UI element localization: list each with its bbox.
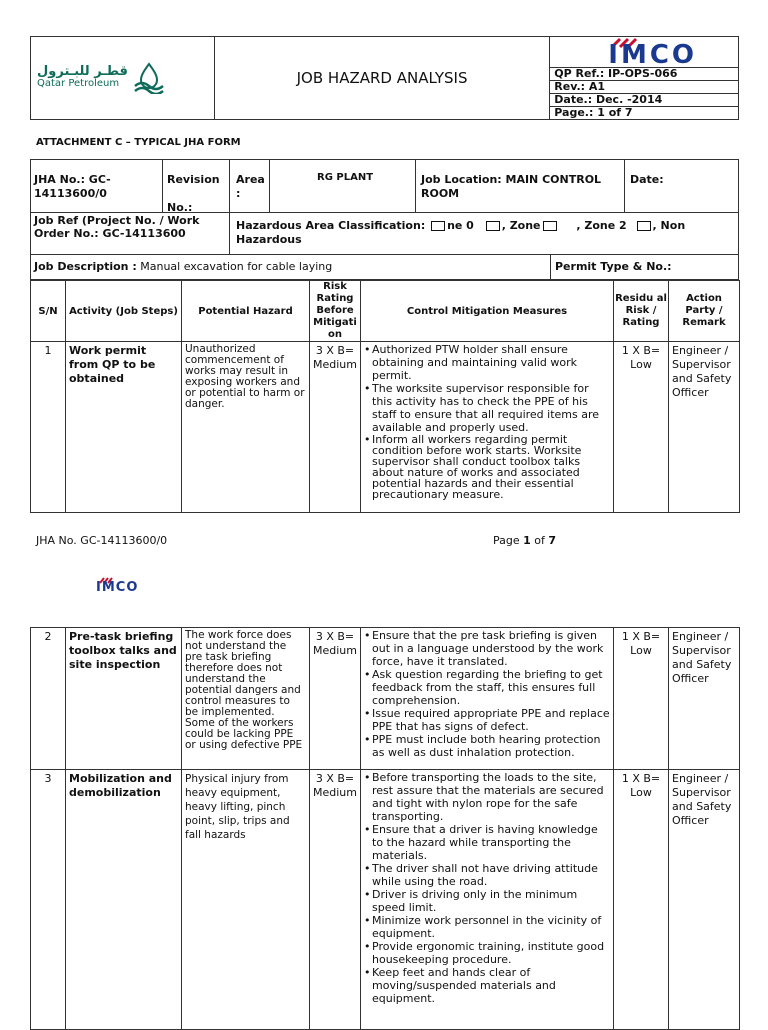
hazardous-area-classification bbox=[236, 219, 736, 247]
jha-info-block bbox=[30, 159, 739, 280]
attachment-heading: ATTACHMENT C – TYPICAL JHA FORM bbox=[36, 137, 241, 148]
qp-logo-cell bbox=[31, 37, 215, 120]
list-item: • The driver shall not have driving attitude while using the road. bbox=[364, 862, 610, 888]
page-count: Page.: 1 of 7 bbox=[550, 106, 738, 119]
document-title: JOB HAZARD ANALYSIS bbox=[296, 69, 468, 87]
row-residual: 1 X B= Low bbox=[614, 770, 669, 1030]
row-action: Engineer / Supervisor and Safety Officer bbox=[669, 628, 740, 770]
measures-list bbox=[364, 771, 610, 1005]
row-activity: Pre-task briefing toolbox talks and site inspection bbox=[66, 628, 182, 770]
permit-type-label: Permit Type & No.: bbox=[555, 260, 672, 273]
row-activity: Mobilization and demobilization bbox=[66, 770, 182, 1030]
col-activity: Activity (Job Steps) bbox=[66, 281, 182, 342]
zone-0-label: ne 0 bbox=[447, 219, 474, 232]
job-location: Job Location: MAIN CONTROL ROOM bbox=[421, 173, 602, 200]
list-item: • Inform all workers regarding permit condition before work starts. Worksite supervisor shall conduct toolbox talks about nature of works and associated potential hazards and their essential precautionary measure. bbox=[364, 434, 610, 500]
document-title-cell bbox=[214, 37, 549, 120]
imco-logo-small bbox=[96, 576, 156, 598]
row-risk: 3 X B= Medium bbox=[310, 628, 361, 770]
row-hazard: The work force does not understand the pre task briefing therefore does not understand the potential dangers and control measures to be implemented. Some of the workers could be lacking PPE or using defective PPE bbox=[182, 628, 310, 770]
table-header-row bbox=[31, 281, 740, 342]
date-label: Date: bbox=[630, 173, 664, 186]
list-item: • Ensure that the pre task briefing is given out in a language understood by the work force, have it translated. bbox=[364, 629, 610, 668]
hazard-table-page-2 bbox=[30, 627, 740, 1030]
area-colon: : bbox=[236, 187, 241, 200]
table-row bbox=[31, 342, 740, 513]
job-description-value: Manual excavation for cable laying bbox=[140, 260, 333, 273]
row-sn: 3 bbox=[31, 770, 66, 1030]
qp-ref: QP Ref.: IP-OPS-066 bbox=[550, 67, 738, 80]
row-risk: 3 X B= Medium bbox=[310, 342, 361, 513]
area-label: Area bbox=[236, 173, 265, 186]
revision-number-label: No.: bbox=[167, 201, 193, 214]
footer-page-of: of bbox=[530, 534, 549, 547]
imco-logo bbox=[550, 37, 738, 70]
col-risk-before: Risk Rating Before Mitigati on bbox=[310, 281, 361, 342]
list-item: • Minimize work personnel in the vicinity of equipment. bbox=[364, 914, 610, 940]
jha-number: JHA No.: GC-14113600/0 bbox=[34, 173, 111, 200]
list-item: • Authorized PTW holder shall ensure obtaining and maintaining valid work permit. bbox=[364, 343, 610, 382]
document-meta-cell bbox=[550, 37, 739, 120]
list-item: • PPE must include both hearing protection as well as dust inhalation protection. bbox=[364, 733, 610, 759]
footer-page-total: 7 bbox=[548, 534, 557, 547]
footer-page-number bbox=[493, 534, 556, 547]
job-description-label: Job Description : bbox=[34, 260, 137, 273]
zone-0-checkbox[interactable] bbox=[431, 221, 445, 231]
footer-page-current: 1 bbox=[523, 534, 531, 547]
qp-arabic-text: قطـر للبـترول bbox=[37, 64, 128, 79]
row-residual: 1 X B= Low bbox=[614, 342, 669, 513]
hazardous-label: Hazardous bbox=[236, 233, 302, 246]
zone-2-label: , Zone 2 bbox=[576, 219, 627, 232]
row-sn: 1 bbox=[31, 342, 66, 513]
job-description bbox=[34, 260, 332, 273]
col-control: Control Mitigation Measures bbox=[361, 281, 614, 342]
imco-logo-small-text: IMCO bbox=[96, 580, 139, 595]
list-item: • The worksite supervisor responsible for this activity has to check the PPE of his staff to ensure that all required items are available and properly used. bbox=[364, 382, 610, 434]
col-hazard: Potential Hazard bbox=[182, 281, 310, 342]
zone-1-label: , Zone bbox=[501, 219, 541, 232]
area-value: RG PLANT bbox=[317, 172, 374, 183]
list-item: • Ask question regarding the briefing to get feedback from the staff, this ensures full comprehension. bbox=[364, 668, 610, 707]
measures-list bbox=[364, 629, 610, 759]
revision: Rev.: A1 bbox=[550, 80, 738, 93]
row-activity: Work permit from QP to be obtained bbox=[66, 342, 182, 513]
haz-class-label: Hazardous Area Classification: bbox=[236, 219, 426, 232]
row-residual: 1 X B= Low bbox=[614, 628, 669, 770]
qp-emblem-icon bbox=[132, 62, 166, 94]
job-reference: Job Ref (Project No. / Work Order No.: GC-14113600 bbox=[34, 214, 200, 240]
row-action: Engineer / Supervisor and Safety Officer bbox=[669, 770, 740, 1030]
row-measures bbox=[361, 628, 614, 770]
row-risk: 3 X B= Medium bbox=[310, 770, 361, 1030]
list-item: • Issue required appropriate PPE and replace PPE that has signs of defect. bbox=[364, 707, 610, 733]
measures-list bbox=[364, 343, 610, 500]
list-item: • Ensure that a driver is having knowledge to the hazard while transporting the materials. bbox=[364, 823, 610, 862]
qatar-petroleum-logo bbox=[37, 62, 208, 94]
list-item: • Before transporting the loads to the site, rest assure that the materials are secured and tight with nylon rope for the safe transporting. bbox=[364, 771, 610, 823]
zone-2-checkbox[interactable] bbox=[637, 221, 651, 231]
col-residual: Residu al Risk / Rating bbox=[614, 281, 669, 342]
col-action: Action Party / Remark bbox=[669, 281, 740, 342]
list-item: • Driver is driving only in the minimum speed limit. bbox=[364, 888, 610, 914]
row-hazard: Unauthorized commencement of works may result in exposing workers and or potential to harm or danger. bbox=[182, 342, 310, 513]
col-sn: S/N bbox=[31, 281, 66, 342]
row-measures bbox=[361, 342, 614, 513]
footer-page-label: Page bbox=[493, 534, 524, 547]
issue-date: Date.: Dec. -2014 bbox=[550, 93, 738, 106]
non-hazardous-label: , Non bbox=[652, 219, 686, 232]
row-hazard: Physical injury from heavy equipment, heavy lifting, pinch point, slip, trips and fall hazards bbox=[182, 770, 310, 1030]
qp-english-text: Qatar Petroleum bbox=[37, 78, 120, 89]
table-row bbox=[31, 770, 740, 1030]
footer-jha-number: JHA No. GC-14113600/0 bbox=[36, 534, 168, 547]
row-action: Engineer / Supervisor and Safety Officer bbox=[669, 342, 740, 513]
revision-label: Revision bbox=[167, 173, 220, 186]
document-header bbox=[30, 36, 739, 120]
list-item: • Provide ergonomic training, institute good housekeeping procedure. bbox=[364, 940, 610, 966]
imco-logo-text: IMCO bbox=[608, 40, 698, 70]
table-row bbox=[31, 628, 740, 770]
zone-1-checkbox[interactable] bbox=[486, 221, 500, 231]
row-sn: 2 bbox=[31, 628, 66, 770]
list-item: • Keep feet and hands clear of moving/suspended materials and equipment. bbox=[364, 966, 610, 1005]
row-measures bbox=[361, 770, 614, 1030]
zone-1-box[interactable] bbox=[543, 221, 557, 231]
hazard-table-page-1 bbox=[30, 280, 740, 513]
